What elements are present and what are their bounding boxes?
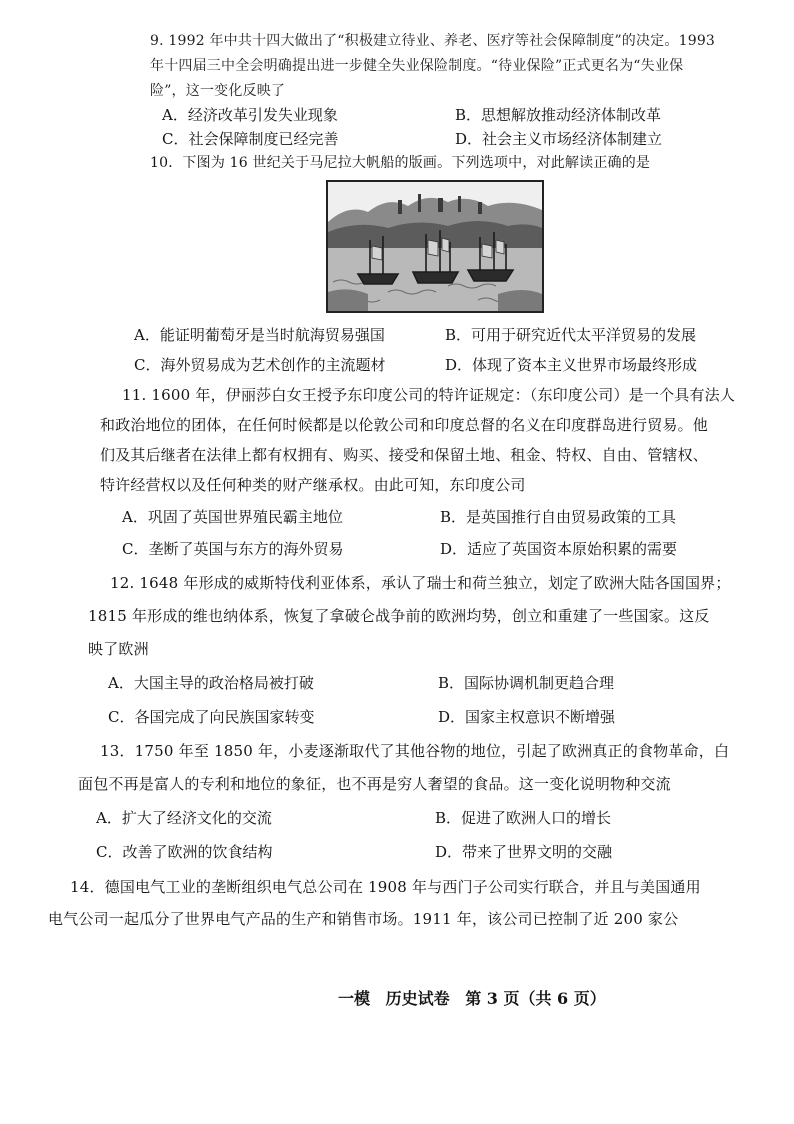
q12-option-c: C．各国完成了向民族国家转变	[108, 708, 315, 726]
q9-option-b: B．思想解放推动经济体制改革	[455, 106, 662, 124]
q9-stem-line3: 险”，这一变化反映了	[150, 83, 286, 99]
q14-stem-line2: 电气公司一起瓜分了世界电气产品的生产和销售市场。1911 年，该公司已控制了近 200 家公	[48, 910, 679, 928]
q12-option-a: A．大国主导的政治格局被打破	[108, 674, 314, 692]
page-footer	[338, 986, 616, 1009]
q13-stem-line2: 面包不再是富人的专利和地位的象征，也不再是穷人奢望的食品。这一变化说明物种交流	[78, 775, 671, 793]
q11-option-c: C．垄断了英国与东方的海外贸易	[122, 540, 344, 558]
q10-option-d: D．体现了资本主义世界市场最终形成	[445, 356, 698, 374]
q10-option-a: A．能证明葡萄牙是当时航海贸易强国	[134, 326, 385, 344]
manila-galleon-engraving	[326, 180, 544, 313]
q9-option-c: C．社会保障制度已经完善	[162, 130, 339, 148]
q11-stem-line3: 们及其后继者在法律上都有权拥有、购买、接受和保留土地、租金、特权、自由、管辖权、	[100, 446, 709, 464]
q10-option-c: C．海外贸易成为艺术创作的主流题材	[134, 356, 386, 374]
q13-option-c: C．改善了欧洲的饮食结构	[96, 843, 273, 861]
footer-subject: 历史试卷	[385, 989, 450, 1008]
footer-page-number: 第 3 页（共 6 页）	[465, 989, 606, 1008]
q11-option-b: B．是英国推行自由贸易政策的工具	[440, 508, 677, 526]
q12-stem-line1: 12. 1648 年形成的威斯特伐利亚体系，承认了瑞士和荷兰独立，划定了欧洲大陆各国国界；	[110, 574, 731, 592]
q11-option-a: A．巩固了英国世界殖民霸主地位	[122, 508, 343, 526]
footer-exam: 一模	[338, 989, 371, 1008]
q14-stem-line1: 14．德国电气工业的垄断组织电气总公司在 1908 年与西门子公司实行联合，并且与美国通用	[70, 878, 701, 896]
q10-stem: 10．下图为 16 世纪关于马尼拉大帆船的版画。下列选项中，对此解读正确的是	[150, 155, 651, 171]
q13-option-d: D．带来了世界文明的交融	[435, 843, 613, 861]
q11-stem-line4: 特许经营权以及任何种类的财产继承权。由此可知，东印度公司	[100, 476, 526, 494]
q13-option-a: A．扩大了经济文化的交流	[96, 809, 272, 827]
q11-option-d: D．适应了英国资本原始积累的需要	[440, 540, 678, 558]
q12-option-d: D．国家主权意识不断增强	[438, 708, 616, 726]
q12-stem-line2: 1815 年形成的维也纳体系，恢复了拿破仑战争前的欧洲均势，创立和重建了一些国家。这反	[88, 607, 710, 625]
q11-stem-line2: 和政治地位的团体，在任何时候都是以伦敦公司和印度总督的名义在印度群岛进行贸易。他	[100, 416, 709, 434]
q12-stem-line3: 映了欧洲	[88, 640, 149, 658]
q10-option-b: B．可用于研究近代太平洋贸易的发展	[445, 326, 697, 344]
q9-stem-line2: 年十四届三中全会明确提出进一步健全失业保险制度。“待业保险”正式更名为“失业保	[150, 58, 684, 74]
q13-stem-line1: 13．1750 年至 1850 年，小麦逐渐取代了其他谷物的地位，引起了欧洲真正的食物革命，白	[100, 742, 730, 760]
q9-option-a: A．经济改革引发失业现象	[162, 106, 338, 124]
q13-option-b: B．促进了欧洲人口的增长	[435, 809, 612, 827]
q9-option-d: D．社会主义市场经济体制建立	[455, 130, 663, 148]
q11-stem-line1: 11. 1600 年，伊丽莎白女王授予东印度公司的特许证规定：（东印度公司）是一个具有法人	[122, 386, 736, 404]
q9-stem-line1: 9. 1992 年中共十四大做出了“积极建立待业、养老、医疗等社会保障制度”的决定。1993	[150, 33, 716, 49]
q12-option-b: B．国际协调机制更趋合理	[438, 674, 615, 692]
